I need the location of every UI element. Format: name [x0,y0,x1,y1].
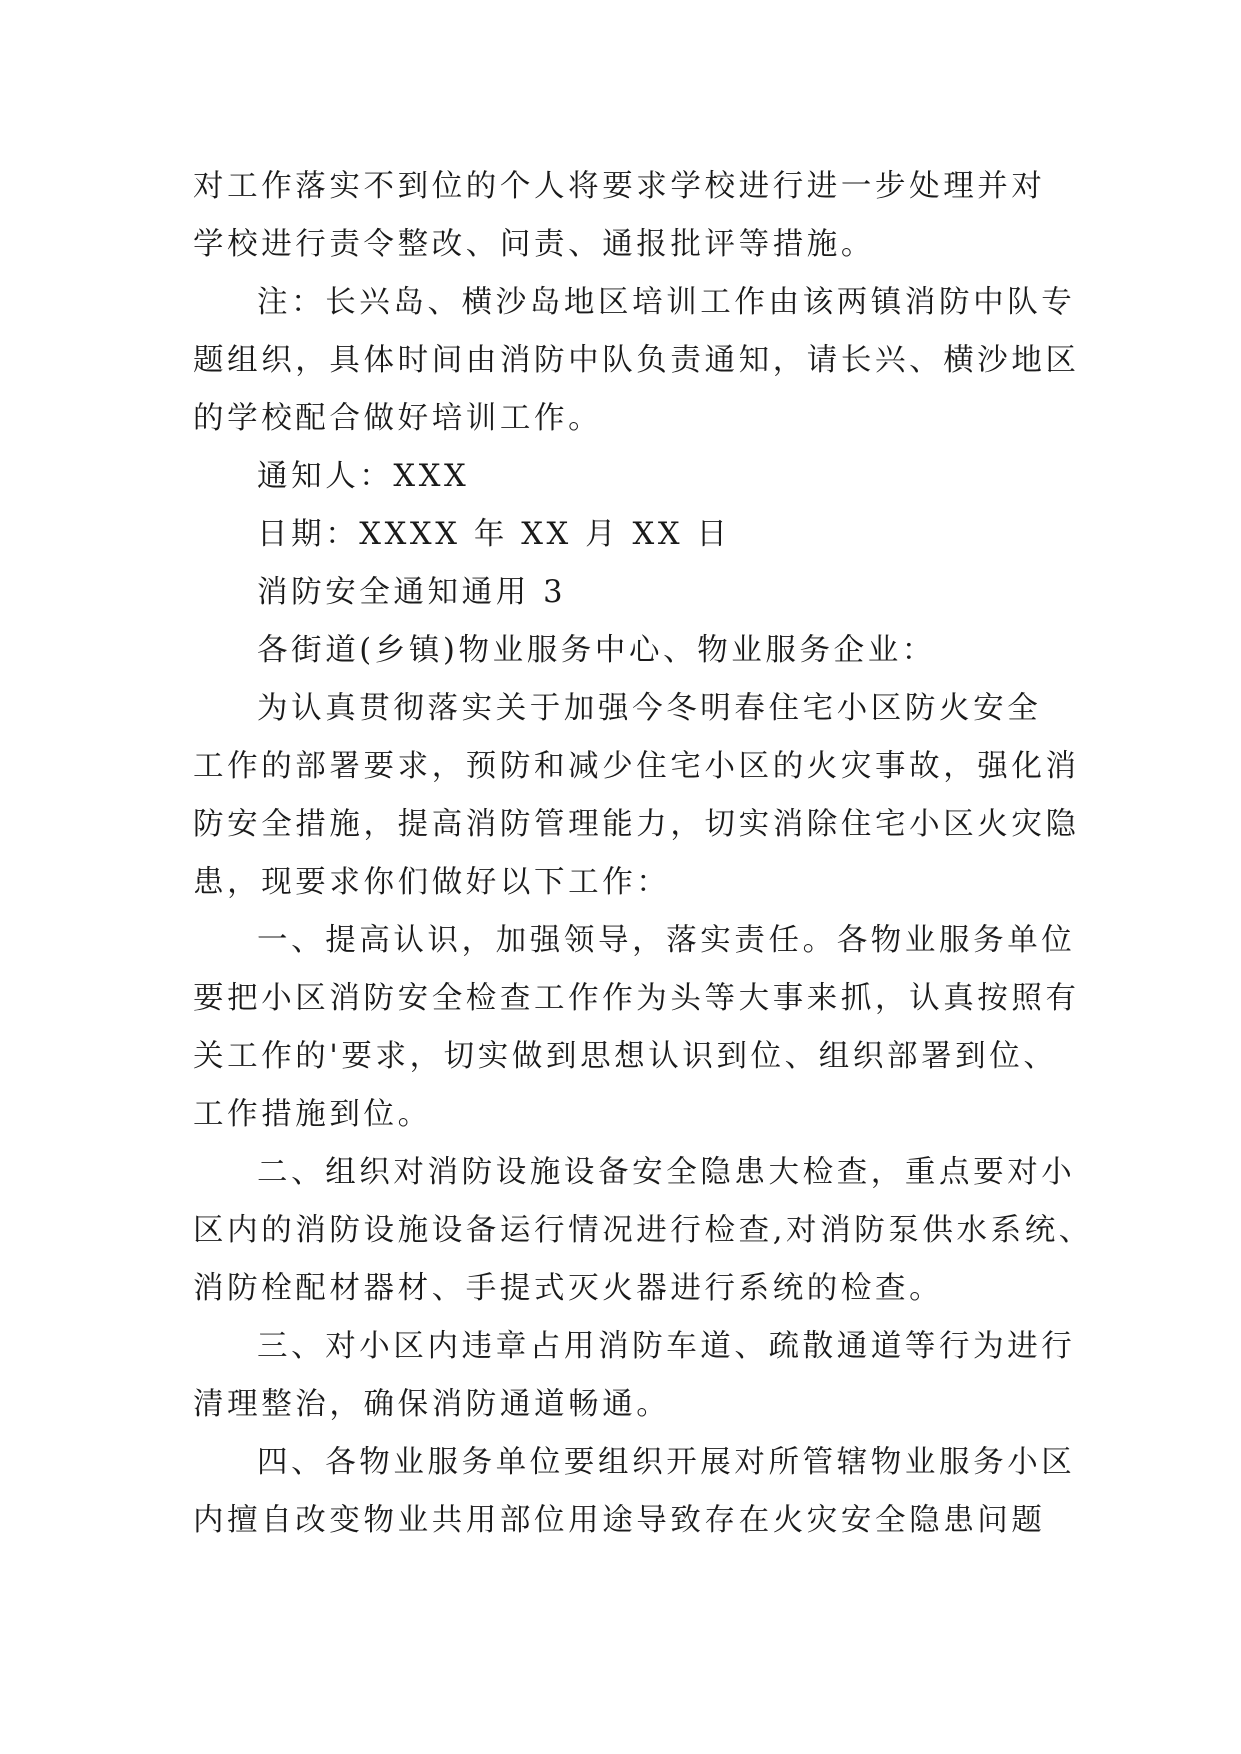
text-line: 关工作的'要求，切实做到思想认识到位、组织部署到位、 [193,1039,1058,1074]
text-line: 内擅自改变物业共用部位用途导致存在火灾安全隐患问题 [193,1503,1046,1538]
addressee-line: 各街道(乡镇)物业服务中心、物业服务企业： [257,633,936,668]
text-line: 清理整治，确保消防通道畅通。 [193,1387,671,1422]
text-line: 消防栓配材器材、手提式灭火器进行系统的检查。 [193,1271,944,1306]
text-line: 区内的消防设施设备运行情况进行检查,对消防泵供水系统、 [193,1213,1093,1248]
text-line: 二、组织对消防设施设备安全隐患大检查，重点要对小 [257,1155,1076,1190]
text-line: 工作措施到位。 [193,1097,432,1132]
text-line: 注：长兴岛、横沙岛地区培训工作由该两镇消防中队专 [257,285,1076,320]
text-line: 为认真贯彻落实关于加强今冬明春住宅小区防火安全 [257,691,1042,726]
text-line: 三、对小区内违章占用消防车道、疏散通道等行为进行 [257,1329,1076,1364]
text-line: 的学校配合做好培训工作。 [193,401,603,436]
notifier-line: 通知人：XXX [257,459,470,494]
text-line: 题组织，具体时间由消防中队负责通知，请长兴、横沙地区 [193,343,1080,378]
text-line: 对工作落实不到位的个人将要求学校进行进一步处理并对 [193,169,1046,204]
text-line: 工作的部署要求，预防和减少住宅小区的火灾事故，强化消 [193,749,1080,784]
document-body [193,158,1093,1550]
text-line: 四、各物业服务单位要组织开展对所管辖物业服务小区 [257,1445,1076,1480]
text-line: 学校进行责令整改、问责、通报批评等措施。 [193,227,875,262]
text-line: 患，现要求你们做好以下工作： [193,865,671,900]
date-line: 日期：XXXX 年 XX 月 XX 日 [257,517,731,552]
text-line: 一、提高认识，加强领导，落实责任。各物业服务单位 [257,923,1076,958]
text-line: 防安全措施，提高消防管理能力，切实消除住宅小区火灾隐 [193,807,1080,842]
section-title: 消防安全通知通用 3 [257,575,567,610]
text-line: 要把小区消防安全检查工作作为头等大事来抓，认真按照有 [193,981,1080,1016]
